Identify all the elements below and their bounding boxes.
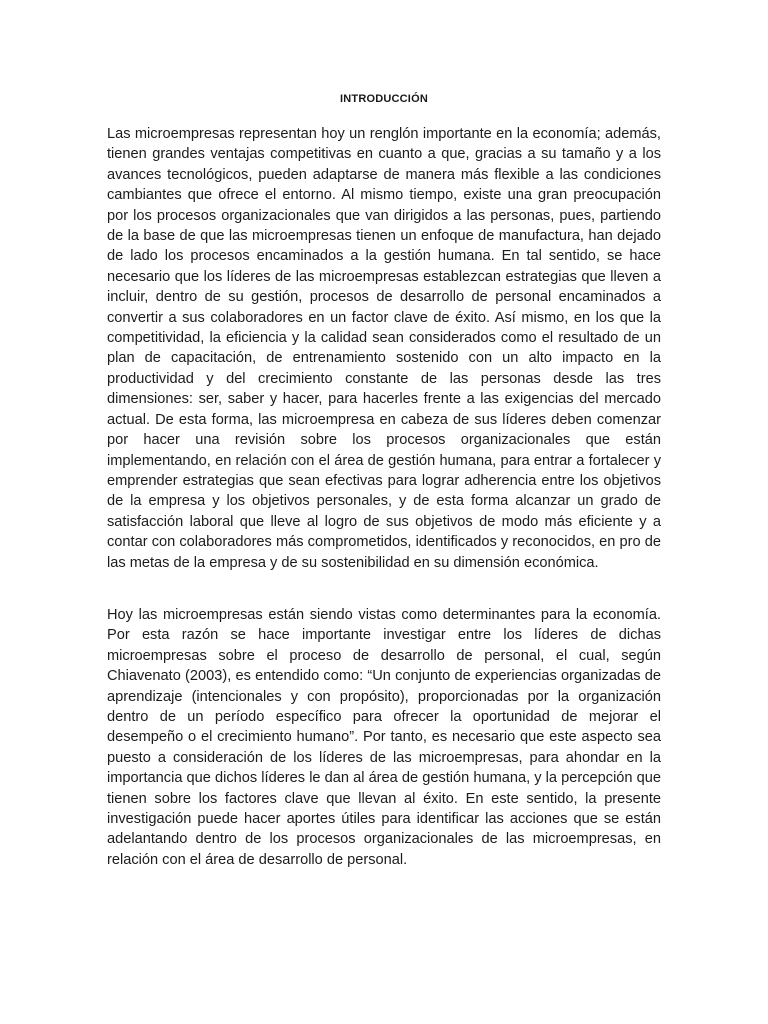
paragraph-2: Hoy las microempresas están siendo vistas como determinantes para la economía. Por esta razón se hace importante investigar entre los líderes de dichas microempresas sobre el proceso de desarrollo de personal, el cual, según Chiavenato (2003), es entendido como: “Un conjunto de experiencias organizadas de aprendizaje (intencionales y con propósito), proporcionadas por la organización dentro de un período específico para ofrecer la oportunidad de mejorar el desempeño o el crecimiento humano”. Por tanto, es necesario que este aspecto sea puesto a consideración de los líderes de las microempresas, para ahondar en la importancia que dichos líderes le dan al área de gestión humana, y la percepción que tienen sobre los factores clave que llevan al éxito. En este sentido, la presente investigación puede hacer aportes útiles para identificar las acciones que se están adelantando dentro de los procesos organizacionales de las microempresas, en relación con el área de desarrollo de personal. [107,607,661,868]
paragraph-1: Las microempresas representan hoy un renglón importante en la economía; además, tienen grandes ventajas competitivas en cuanto a que, gracias a su tamaño y a los avances tecnológicos, pueden adaptarse de manera más flexible a las condiciones cambiantes que ofrece el entorno. Al mismo tiempo, existe una gran preocupación por los procesos organizacionales que van dirigidos a las personas, pues, partiendo de la base de que las microempresas tienen un enfoque de manufactura, han dejado de lado los procesos encaminados a la gestión humana. En tal sentido, se hace necesario que los líderes de las microempresas establezcan estrategias que lleven a incluir, dentro de su gestión, procesos de desarrollo de personal encaminados a convertir a sus colaboradores en un factor clave de éxito. Así mismo, en los que la competitividad, la eficiencia y la calidad sean considerados como el resultado de un plan de capacitación, de entrenamiento sostenido con un alto impacto en la productividad y del crecimiento constante de las personas desde las tres dimensiones: ser, saber y hacer, para hacerles frente a las exigencias del mercado actual. De esta forma, las microempresa en cabeza de sus líderes deben comenzar por hacer una revisión sobre los procesos organizacionales que están implementando, en relación con el área de gestión humana, para entrar a fortalecer y emprender estrategias que sean efectivas para lograr adherencia entre los objetivos de la empresa y los objetivos personales, y de esta forma alcanzar un grado de satisfacción laboral que lleve al logro de sus objetivos de modo más eficiente y a contar con colaboradores más comprometidos, identificados y reconocidos, en pro de las metas de la empresa y de su sostenibilidad en su dimensión económica. [107,126,661,571]
page-title: INTRODUCCIÓN [340,93,428,105]
